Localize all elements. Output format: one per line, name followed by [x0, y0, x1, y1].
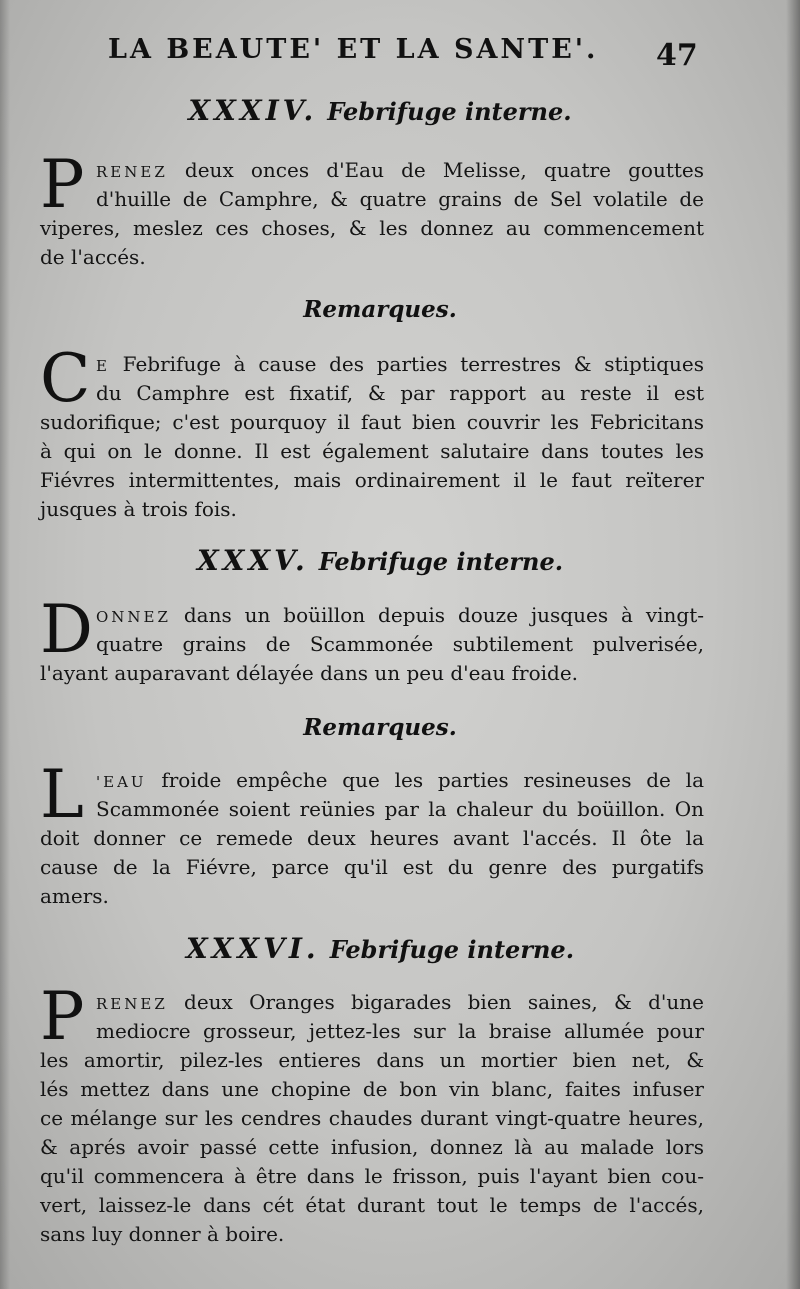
text-line: E Febrifuge à cause des parties terrestres & stiptiques: [96, 352, 704, 376]
section-title: Febrifuge interne.: [329, 935, 575, 964]
recipe-paragraph-xxxv: [40, 591, 705, 688]
text-line: 'EAU froide empêche que les parties resineuses de la: [96, 768, 704, 792]
text-line: RENEZ deux Oranges bigarades bien saines, & d'une: [96, 990, 704, 1014]
remarks-heading: Remarques.: [303, 714, 457, 741]
text-line: à qui on le donne. Il est également salutaire dans toutes les: [40, 439, 704, 463]
section-heading-xxxvi: [0, 932, 760, 965]
text-line: cause de la Fiévre, parce qu'il est du genre des purgatifs: [40, 855, 704, 879]
text-line: Scammonée soient reünies par la chaleur du boüillon. On: [96, 797, 704, 821]
text-line: vert, laissez-le dans cét état durant tout le temps de l'accés,: [40, 1193, 704, 1217]
text-line: ce mélange sur les cendres chaudes durant vingt-quatre heures,: [40, 1106, 704, 1130]
text-line: sudorifique; c'est pourquoy il faut bien couvrir les Febricitans: [40, 410, 704, 434]
drop-cap: P: [40, 146, 85, 223]
lead-word: RENEZ: [96, 995, 168, 1013]
recipe-paragraph-xxxvi: [40, 978, 704, 1249]
text-line: quatre grains de Scammonée subtilement pulverisée,: [96, 632, 704, 656]
text-line: l'ayant auparavant délayée dans un peu d'eau froide.: [40, 661, 579, 685]
section-heading-xxxiv: [0, 94, 760, 127]
lead-word: RENEZ: [96, 163, 168, 181]
page-number: 47: [656, 38, 698, 73]
text-line: ONNEZ dans un boüillon depuis douze jusques à vingt-: [96, 603, 705, 627]
text-line: d'huille de Camphre, & quatre grains de Sel volatile de: [96, 187, 704, 211]
section-title: Febrifuge interne.: [318, 547, 564, 576]
remarks-paragraph-xxxv: [40, 756, 704, 911]
lead-word: 'EAU: [96, 773, 147, 791]
drop-cap: P: [40, 978, 85, 1055]
text-line: doit donner ce remede deux heures avant l'accés. Il ôte la: [40, 826, 704, 850]
drop-cap: D: [40, 591, 93, 668]
text-line: qu'il commencera à être dans le frisson, puis l'ayant bien cou-: [40, 1164, 704, 1188]
section-heading-xxxv: [0, 544, 760, 577]
remarks-heading: Remarques.: [303, 296, 457, 323]
remarks-paragraph-xxxiv: [40, 340, 704, 524]
section-number: XXXIV.: [188, 94, 318, 127]
text-line: de l'accés.: [40, 245, 146, 269]
recipe-paragraph-xxxiv: [40, 146, 705, 272]
running-head: LA BEAUTE' ET LA SANTE'.: [108, 34, 599, 65]
drop-cap: L: [40, 756, 84, 833]
lead-word: E: [96, 357, 110, 375]
lead-word: ONNEZ: [96, 608, 171, 626]
text-line: viperes, meslez ces choses, & les donnez au commencement: [40, 216, 704, 240]
text-line: lés mettez dans une chopine de bon vin blanc, faites infuser: [40, 1077, 704, 1101]
section-number: XXXVI.: [185, 932, 320, 965]
drop-cap: C: [40, 340, 91, 417]
section-number: XXXV.: [196, 544, 309, 577]
section-title: Febrifuge interne.: [327, 97, 572, 126]
text-line: jusques à trois fois.: [40, 497, 237, 521]
text-line: mediocre grosseur, jettez-les sur la braise allumée pour: [96, 1019, 704, 1043]
text-line: & aprés avoir passé cette infusion, donnez là au malade lors: [40, 1135, 704, 1159]
text-line: RENEZ deux onces d'Eau de Melisse, quatre gouttes: [96, 158, 705, 182]
text-line: les amortir, pilez-les entieres dans un mortier bien net, &: [40, 1048, 704, 1072]
text-line: sans luy donner à boire.: [40, 1222, 285, 1246]
text-line: du Camphre est fixatif, & par rapport au reste il est: [96, 381, 704, 405]
text-line: Fiévres intermittentes, mais ordinairement il le faut reïterer: [40, 468, 704, 492]
text-line: amers.: [40, 884, 109, 908]
